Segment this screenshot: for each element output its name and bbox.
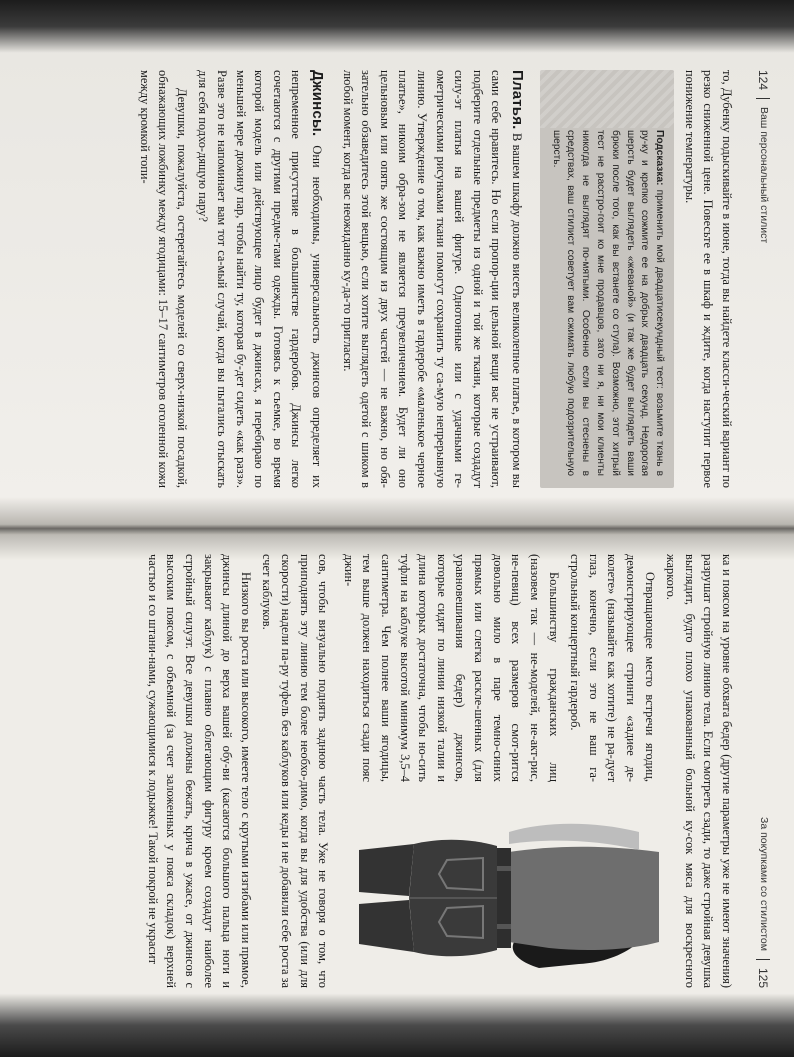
divider <box>756 98 770 99</box>
jeans-text: Они необходимы, универсальность джинсов определяет их непременное присутствие в большинстве гардеробов. Джинсы легко сочетаются с другими предме-тами одежды. Готовясь к съемке, во время которой модель или действующее лицо будет в джинсах, я перебираю по меньшей мере дюжину пар, чтобы найти ту, которая бу-дет сидеть «как разз». Разве это не напоминает вам тот са-мый случай, когда вы пытались отыскать для себя подхо-дящую пару? <box>196 70 324 488</box>
divider <box>756 959 770 960</box>
jeans-illustration <box>359 792 659 988</box>
full-paragraph-2: Низкого вы роста или высокого, имеете тело с крутыми изгибами или прямое, джинсы длиной до верха вашей обу-ви (касаются большого пальца ноги и закрывают каблук) с плавно облегающим фигуру кроем создадут наиболее стройный силуэт. Все девушки должны бежать, кричa в ужасе, от джинсов с высоким поясом, с объемной (за счет заложенных у пояса складок) верхней частью и со штани-нами, сужающимися к лодыжке! Такой покрой не украсит <box>145 554 253 988</box>
tip-box <box>540 70 674 488</box>
jeans-paragraph <box>194 70 328 488</box>
running-head-title: За покупками со стилистом <box>757 816 770 951</box>
full-paragraph-1: сов, чтобы визуально поднять заднюю часть тела. Уже не говоря о том, что приподнять эту линию тем более необхо-димо, когда вы для удобства (или для скорости) надели па-ру туфель без каблуков или кеды и не добавили себе роста за счет каблуков. <box>260 554 331 988</box>
top-paragraph: ка и поясом на уровне обхвата бедер (другие параметры уже не имеют значения) разрушат стройную линию тела. Если смотреть сзади, то даже стройная девушка выглядит, будто плохо упакованный больной ку-сок мяса для воскресного жаркого. <box>664 554 734 988</box>
dresses-heading: Платья. <box>508 70 526 130</box>
page-number: 125 <box>756 967 770 988</box>
tip-text: применить мой двадцатисекундный тест: возьмите ткань в ру-ку и крепко сожмите ее на добрых двадцать секунд. Недорогая шерсть будет выглядеть «жеваной» (и так же будет выглядеть ваши брюки после того, как вы встанете со стула). Возможно, этот хитрый тест не расстро-гоит ко мне продавцов, зато ни я, ни мои клиенты никогда не выглядят по-мятыми. Особенно если вы стеснены в средствах, ваш стилист советует вам сжимать любую подозрительную шерсть. <box>550 130 666 476</box>
running-head-title: Ваш персональный стилист <box>757 107 770 244</box>
text-with-figure <box>336 554 658 988</box>
woman-in-jeans-back-view <box>359 792 659 988</box>
running-head-left <box>754 70 772 243</box>
dresses-text: В вашем шкафу должно висеть великолепное платье, в котором вы сами себе нравитесь. Но если пропор-ции цельной вещи вас не устраивают, подберите отдельные предметы из одной и той же ткани, которые создадут силу-эт платья на вашей фигуре. Однотонные или с удачными ге-ометрическими рисунками ткани помогут сохранить ту са-мую непрерывную линию. Утверждение о том, как важно иметь в гардеробе «маленькое черное платье», никоим обра-зом не является преувеличением. Будет ли оно цельновым или опять же состоящим из двух частей — не важно, но обя-зательно обзаведитесь этой вещью, если хотите выглядеть одетой с шиком в любой момент, когда вас неожиданно ку-да-то пригласят. <box>340 70 524 488</box>
warning-paragraph: Девушки, пожалуйста, остерегайтесь моделей со сверх-низкой посадкой, обнажающих ложбинку между ягодицами: 15–17 сантиметров оголенной кожи между кромкой топи- <box>137 70 189 488</box>
left-page <box>0 42 794 512</box>
intro-paragraph: то, Дубенку подыскивайте в июне, тогда вы найдете класси-ческий вариант по резко сниженной цене. Повесьте ее в шкаф и ждите, когда наступит первое понижение температуры. <box>682 70 734 488</box>
tip-title: Подсказка: <box>654 130 666 186</box>
thongs-paragraph: Отвращающее место встречи ягодиц, демонстрирующее стринги «задиее де-колете» (называйте как хотите) не ра-дует глаз, конечно, если это не ваш га-строльный концертный гардероб. <box>568 554 657 782</box>
majority-paragraph: Большинству гражданских лиц (назовем так — не-моделей, не-акт-рис, не-певиц) всех размеров смот-рится довольно мило в паре темно-синих прямых или слегка расклe-шенных (для уравновешивания бедер) джинсов, которые сидят по линии низкой талии и длина которых достаточна, чтобы но-сить туфли на каблуке высотой минимум 3,5–4 сантиметра. Чем полнее ваши ягодицы, тем выше должен находиться сзади пояс джин- <box>341 554 561 782</box>
dresses-paragraph <box>338 70 528 488</box>
jeans-heading: Джинсы. <box>308 70 326 137</box>
running-head-right <box>754 817 772 988</box>
right-page <box>0 534 794 1016</box>
page-number: 124 <box>756 70 770 91</box>
